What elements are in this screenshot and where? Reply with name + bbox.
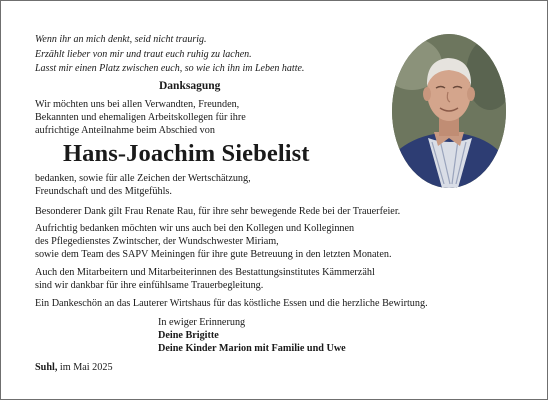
deceased-name: Hans-Joachim Siebelist [63, 140, 310, 167]
place-date [35, 361, 113, 374]
poem-line: Wenn ihr an mich denkt, seid nicht traurig. [35, 34, 207, 45]
intro-paragraph [35, 98, 246, 138]
thanks-care-line: des Pflegedienstes Zwintscher, der Wundschwester Miriam, [35, 236, 279, 248]
thanks-funeral-line: sind wir dankbar für ihre einfühlsame Trauerbegleitung. [35, 280, 264, 292]
after-name-line: Freundschaft und des Mitgefühls. [35, 186, 172, 198]
poem-line: Erzählt lieber von mir und traut euch ruhig zu lachen. [35, 48, 252, 60]
intro-line: aufrichtige Anteilnahme beim Abschied von [35, 125, 215, 137]
intro-line: Bekannten und ehemaligen Arbeitskollegen für ihre [35, 112, 246, 124]
heading: Danksagung [159, 80, 221, 92]
portrait-photo [392, 34, 506, 188]
thanks-care-line: Aufrichtig bedanken möchten wir uns auch bei den Kollegen und Kolleginnen [35, 223, 355, 234]
poem-block [35, 33, 304, 77]
after-name-paragraph [35, 172, 251, 198]
closing-wife: Deine Brigitte [158, 330, 219, 342]
closing-block [158, 316, 346, 356]
thanks-care-paragraph [35, 222, 392, 262]
thanks-care-line: sowie dem Team des SAPV Meiningen für ihre gute Betreuung in den letzten Monaten. [35, 249, 392, 261]
closing-memory: In ewiger Erinnerung [158, 317, 246, 328]
thanks-funeral-line: Auch den Mitarbeitern und Mitarbeiterinnen des Bestattungsinstitutes Kämmerzähl [35, 267, 375, 278]
thanks-food: Ein Dankeschön an das Lauterer Wirtshaus für das köstliche Essen und die herzliche Bewirtung. [35, 298, 428, 309]
poem-line: Lasst mir einen Platz zwischen euch, so wie ich ihn im Leben hatte. [35, 63, 305, 74]
intro-line: Wir möchten uns bei allen Verwandten, Freunden, [35, 99, 240, 110]
place: Suhl, [35, 362, 58, 373]
closing-children: Deine Kinder Marion mit Familie und Uwe [158, 343, 346, 355]
thanks-speech: Besonderer Dank gilt Frau Renate Rau, für ihre sehr bewegende Rede bei der Trauerfeier. [35, 206, 401, 217]
date: im Mai 2025 [57, 362, 113, 373]
thanks-funeral-paragraph [35, 266, 375, 292]
after-name-line: bedanken, sowie für alle Zeichen der Wertschätzung, [35, 173, 251, 184]
